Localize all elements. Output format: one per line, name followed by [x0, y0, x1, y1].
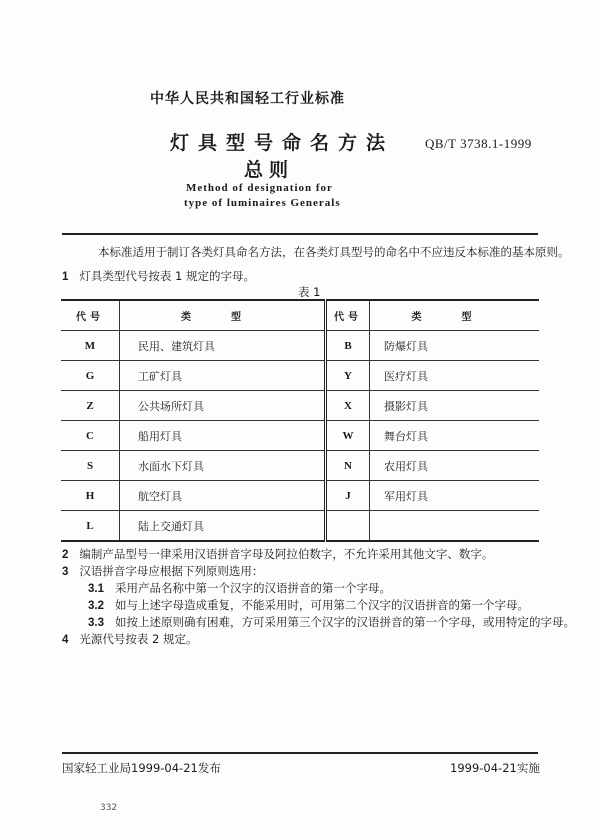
- clause-text: 如按上述原则确有困难，方可采用第三个汉字的汉语拼音的第一个字母，或用特定的字母。: [114, 615, 575, 629]
- header-code-right: 代号: [326, 300, 370, 331]
- header-divider: [62, 233, 538, 235]
- clause-number: 4: [62, 634, 69, 646]
- header-type-left: 类型: [120, 300, 326, 331]
- english-title-line1: Method of designation for: [186, 182, 333, 194]
- code-cell: N: [326, 451, 370, 481]
- issue-date: 国家轻工业局1999-04-21发布: [62, 761, 221, 775]
- code-cell: J: [326, 481, 370, 511]
- type-cell: 工矿灯具: [120, 361, 326, 391]
- code-cell: W: [326, 421, 370, 451]
- code-cell: S: [61, 451, 120, 481]
- clause-number: 3.1: [88, 583, 104, 595]
- type-cell: 民用、建筑灯具: [120, 331, 326, 361]
- clause-text: 采用产品名称中第一个汉字的汉语拼音的第一个字母。: [114, 581, 391, 595]
- type-cell: 摄影灯具: [370, 391, 540, 421]
- code-cell: [326, 511, 370, 542]
- clause-number: 3: [62, 566, 69, 578]
- clause-3-1: [88, 580, 391, 596]
- effective-date: 1999-04-21实施: [450, 761, 540, 775]
- page-number: 332: [100, 803, 118, 813]
- table-row: [61, 361, 539, 391]
- type-cell: [370, 511, 540, 542]
- type-cell: 航空灯具: [120, 481, 326, 511]
- type-cell: 医疗灯具: [370, 361, 540, 391]
- footer-divider: [62, 752, 538, 754]
- type-cell: 公共场所灯具: [120, 391, 326, 421]
- type-cell: 防爆灯具: [370, 331, 540, 361]
- code-cell: H: [61, 481, 120, 511]
- clause-text: 如与上述字母造成重复，不能采用时，可用第二个汉字的汉语拼音的第一个字母。: [114, 598, 529, 612]
- clause-text: 光源代号按表 2 规定。: [79, 632, 198, 646]
- code-cell: X: [326, 391, 370, 421]
- clause-text: 汉语拼音字母应根据下列原则选用：: [79, 564, 264, 578]
- type-cell: 农用灯具: [370, 451, 540, 481]
- clause-number: 2: [62, 549, 69, 561]
- code-cell: M: [61, 331, 120, 361]
- table-header-row: [61, 300, 539, 331]
- table-row: [61, 481, 539, 511]
- english-title-line2: type of luminaires Generals: [184, 197, 341, 209]
- issuing-organization: 中华人民共和国轻工行业标准: [150, 91, 345, 107]
- clause-3: [62, 563, 263, 579]
- clause-1: [62, 268, 255, 284]
- clause-2: [62, 546, 493, 562]
- clause-text: 编制产品型号一律采用汉语拼音字母及阿拉伯数字，不允许采用其他文字、数字。: [79, 547, 494, 561]
- code-cell: Z: [61, 391, 120, 421]
- luminaire-type-code-table: [61, 299, 539, 542]
- document-title: 灯具型号命名方法: [170, 132, 395, 154]
- code-cell: C: [61, 421, 120, 451]
- clause-text: 灯具类型代号按表 1 规定的字母。: [79, 269, 256, 283]
- type-cell: 陆上交通灯具: [120, 511, 326, 542]
- clause-3-2: [88, 597, 529, 613]
- table-row: [61, 391, 539, 421]
- standard-number: QB/T 3738.1-1999: [425, 136, 532, 151]
- code-cell: B: [326, 331, 370, 361]
- type-cell: 舞台灯具: [370, 421, 540, 451]
- code-cell: L: [61, 511, 120, 542]
- clause-4: [62, 631, 198, 647]
- table-row: [61, 331, 539, 361]
- clause-number: 3.3: [88, 617, 104, 629]
- document-subtitle: 总则: [244, 159, 295, 181]
- header-code-left: 代号: [61, 300, 120, 331]
- clause-number: 3.2: [88, 600, 104, 612]
- intro-paragraph: 本标准适用于制订各类灯具命名方法，在各类灯具型号的命名中不应违反本标准的基本原则。: [98, 245, 570, 259]
- code-cell: G: [61, 361, 120, 391]
- type-cell: 船用灯具: [120, 421, 326, 451]
- table-caption: 表 1: [298, 285, 321, 299]
- clause-3-3: [88, 614, 575, 630]
- code-cell: Y: [326, 361, 370, 391]
- table-row: [61, 451, 539, 481]
- header-type-right: 类型: [370, 300, 540, 331]
- clause-number: 1: [62, 271, 69, 283]
- table-row: [61, 421, 539, 451]
- type-cell: 军用灯具: [370, 481, 540, 511]
- type-cell: 水面水下灯具: [120, 451, 326, 481]
- table-row: [61, 511, 539, 542]
